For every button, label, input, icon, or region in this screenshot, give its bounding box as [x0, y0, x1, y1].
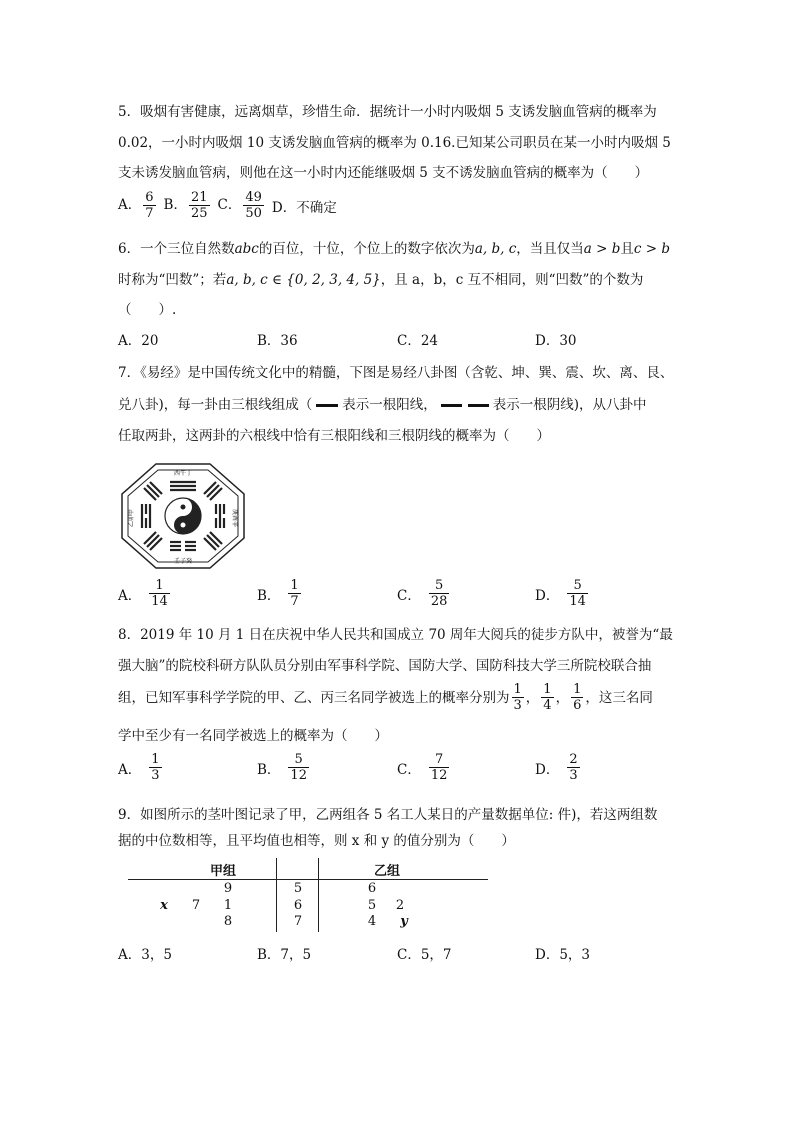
q5-options	[118, 190, 337, 221]
q7-option-b: B． $\frac{1}{7}$	[257, 578, 299, 609]
q8-line2: 强大脑”的院校科研方队队员分别由军事科学院、国防大学、国防科技大学三所院校联合抽	[118, 658, 652, 674]
right-leaf-y: y	[400, 914, 408, 929]
q6-option-d: D．30	[535, 333, 577, 349]
q5-line1: 5．吸烟有害健康，远离烟草，珍惜生命．据统计一小时内吸烟 5 支诱发脑血管病的概率为	[118, 104, 657, 120]
q8-option-c: C． $\frac{7}{12}$	[397, 752, 448, 783]
q7-option-d: D． $\frac{5}{14}$	[535, 578, 586, 609]
table-divider-right	[318, 858, 319, 932]
left-leaf: 9	[223, 881, 233, 896]
q7-option-c: C． $\frac{5}{28}$	[397, 578, 448, 609]
q6-option-b: B．36	[257, 333, 298, 349]
q8-line3: 组，已知军事科学学院的甲、乙、丙三名同学被选上的概率分别为 $\frac{1}{3}$ ， $\frac{1}{4}$ ， $\frac{1}{6}$ ，这三名同	[118, 682, 653, 713]
right-leaf: 6	[367, 881, 377, 896]
stem-value: 7	[293, 914, 303, 929]
q5-option-a: A． $\frac{6}{7}$	[118, 190, 154, 221]
left-leaf-x: x	[160, 898, 168, 913]
q7-option-a: A． $\frac{1}{14}$	[118, 578, 168, 609]
q8-line4: 学中至少有一名同学被选上的概率为（ ）	[118, 728, 388, 744]
bagua-label-right: 庚酉辛	[231, 508, 238, 528]
q6-line1: 6．一个三位自然数abc的百位，十位，个位上的数字依次为a, b, c，当且仅当a > b且c > b	[118, 241, 670, 257]
q6-option-a: A．20	[118, 333, 159, 349]
bagua-label-top: 西午丁	[173, 470, 193, 477]
right-leaf: 4	[367, 914, 377, 929]
stem-value: 6	[293, 898, 303, 913]
q6-option-c: C．24	[397, 333, 439, 349]
bagua-label-bottom: 壬子癸	[173, 558, 193, 565]
q8-option-a: A． $\frac{1}{3}$	[118, 752, 160, 783]
q7-line3: 任取两卦，这两卦的六根线中恰有三根阳线和三根阴线的概率为（ ）	[118, 428, 550, 444]
right-leaf: 2	[395, 898, 405, 913]
q5-line3: 支未诱发脑血管病，则他在这一小时内还能继吸烟 5 支不诱发脑血管病的概率为（ ）	[118, 165, 649, 181]
q9-option-c: C．5，7	[397, 947, 452, 963]
table-divider-left	[276, 858, 277, 932]
q8-line1: 8．2019 年 10 月 1 日在庆祝中华人民共和国成立 70 周年大阅兵的徒步方队中，被誉为“最	[118, 627, 673, 643]
stem-value: 5	[293, 881, 303, 896]
left-leaf: 8	[223, 914, 233, 929]
q9-line1: 9．如图所示的茎叶图记录了甲，乙两组各 5 名工人某日的产量数据单位: 件)，若这两组数	[118, 807, 658, 823]
right-leaf: 5	[367, 898, 377, 913]
left-leaf: 7	[191, 898, 201, 913]
q9-option-a: A．3，5	[118, 947, 172, 963]
q5-option-b: B． $\frac{21}{25}$	[163, 190, 208, 221]
yang-line-icon	[316, 404, 338, 407]
q6-line2: 时称为“凹数”；若a, b, c ∈ {0, 2, 3, 4, 5}，且 a，b，c 互不相同，则“凹数”的个数为	[118, 272, 644, 288]
q7-line2: 兑八卦)，每一卦由三根线组成（ 表示一根阳线， 表示一根阴线)，从八卦中	[118, 397, 647, 413]
yin-line-icon	[441, 404, 489, 407]
q9-option-d: D．5，3	[535, 947, 591, 963]
q7-line1: 7．《易经》是中国传统文化中的精髓，下图是易经八卦图（含乾、坤、巽、震、坎、离、艮、	[118, 365, 674, 381]
q9-line2: 据的中位数相等，且平均值也相等，则 x 和 y 的值分别为（ ）	[118, 833, 515, 849]
table-header-rule	[128, 879, 488, 880]
q8-option-d: D． $\frac{2}{3}$	[535, 752, 578, 783]
q5-option-c: C． $\frac{49}{50}$	[217, 190, 262, 221]
left-leaf: 1	[223, 898, 233, 913]
q5-line2: 0.02，一小时内吸烟 10 支诱发脑血管病的概率为 0.16.已知某公司职员在某一小时内吸烟 5	[118, 135, 671, 151]
q6-line3: （ ）.	[118, 302, 177, 318]
table-right-header: 乙组	[374, 864, 401, 879]
bagua-diagram	[120, 462, 246, 570]
stem-leaf-table	[128, 858, 488, 936]
bagua-label-left: 乙卯甲	[128, 508, 135, 528]
q5-option-d: D．不确定	[271, 199, 337, 216]
table-left-header: 甲组	[210, 864, 237, 879]
q9-option-b: B．7，5	[257, 947, 312, 963]
q8-option-b: B． $\frac{5}{12}$	[257, 752, 307, 783]
